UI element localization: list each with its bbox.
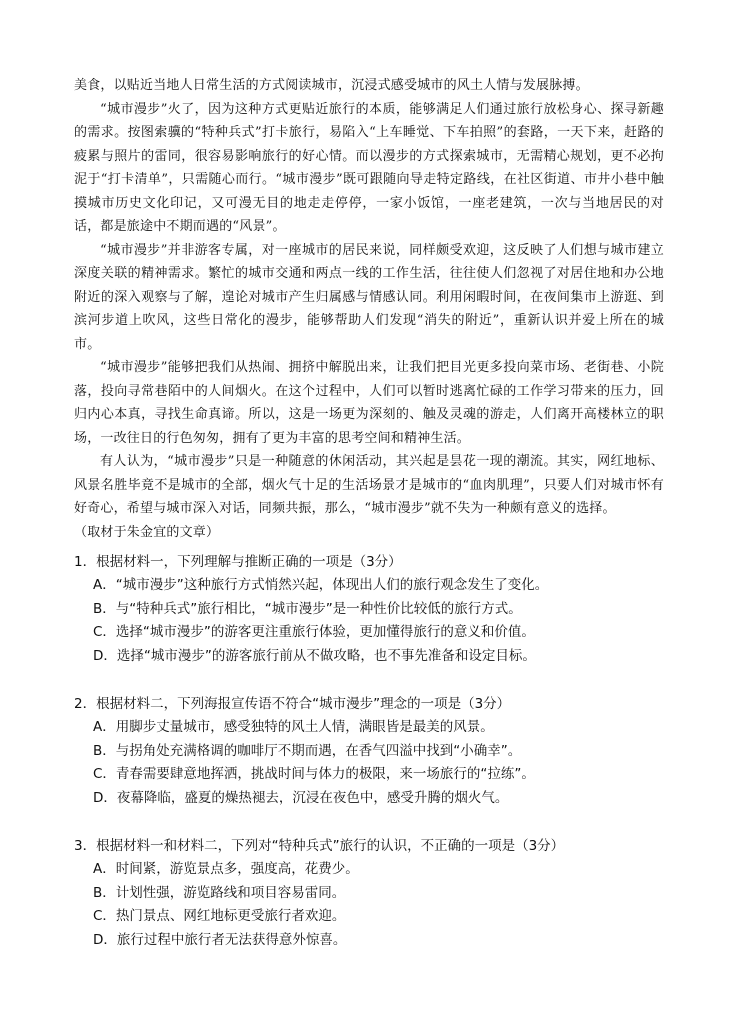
question-2 bbox=[74, 693, 674, 810]
option-a: A．“城市漫步”这种旅行方式悄然兴起，体现出人们的旅行观念发生了变化。 bbox=[93, 577, 549, 594]
option-b: B．与“特种兵式”旅行相比，“城市漫步”是一种性价比较低的旅行方式。 bbox=[93, 600, 522, 617]
passage-paragraph-5: 有人认为，“城市漫步”只是一种随意的休闲活动，其兴起是昙花一现的潮流。其实，网红地标、风景名胜毕竟不是城市的全部，烟火气十足的生活场景才是城市的“血肉肌理”，只要人们对城市怀有好奇心，希望与城市深入对话，同频共振，那么，“城市漫步”就不失为一种颇有意义的选择。 bbox=[74, 454, 664, 516]
option-d: D．旅行过程中旅行者无法获得意外惊喜。 bbox=[93, 931, 347, 948]
option-b: B．计划性强，游览路线和项目容易雷同。 bbox=[93, 884, 346, 901]
option-c: C．青春需要肆意地挥洒，挑战时间与体力的极限，来一场旅行的“拉练”。 bbox=[93, 766, 535, 783]
option-a: A．用脚步丈量城市，感受独特的风土人情，满眼皆是最美的风景。 bbox=[93, 719, 494, 736]
passage-paragraph-1: 美食，以贴近当地人日常生活的方式阅读城市，沉浸式感受城市的风土人情与发展脉搏。 bbox=[74, 78, 589, 93]
option-a: A．时间紧，游览景点多，强度高，花费少。 bbox=[93, 861, 359, 878]
question-list bbox=[74, 551, 674, 977]
passage-paragraph-2: “城市漫步”火了，因为这种方式更贴近旅行的本质，能够满足人们通过旅行放松身心、探寻新趣的需求。按图索骥的“特种兵式”打卡旅行，易陷入“上车睡觉、下车拍照”的套路，一天下来，赶路的疲累与照片的雷同，很容易影响旅行的好心情。而以漫步的方式探索城市，无需精心规划，更不必拘泥于“打卡清单”，只需随心而行。“城市漫步”既可跟随向导走特定路线，在社区街道、市井小巷中触摸城市历史文化印记，又可漫无目的地走走停停，一家小饭馆，一座老建筑，一次与当地居民的对话，都是旅途中不期而遇的“风景”。 bbox=[74, 101, 664, 234]
question-stem: 3．根据材料一和材料二，下列对“特种兵式”旅行的认识，不正确的一项是（3分） bbox=[74, 838, 565, 855]
reading-passage bbox=[74, 74, 664, 544]
question-1 bbox=[74, 551, 674, 668]
option-d: D．夜幕降临，盛夏的燥热褪去，沉浸在夜色中，感受升腾的烟火气。 bbox=[93, 789, 509, 806]
option-d: D．选择“城市漫步”的游客旅行前从不做攻略，也不事先准备和设定目标。 bbox=[93, 647, 536, 664]
option-c: C．热门景点、网红地标更受旅行者欢迎。 bbox=[93, 908, 346, 925]
question-stem: 1．根据材料一，下列理解与推断正确的一项是（3分） bbox=[74, 554, 402, 570]
option-c: C．选择“城市漫步”的游客更注重旅行体验，更加懂得旅行的意义和价值。 bbox=[93, 624, 535, 641]
passage-paragraph-3: “城市漫步”并非游客专属，对一座城市的居民来说，同样颇受欢迎，这反映了人们想与城市建立深度关联的精神需求。繁忙的城市交通和两点一线的工作生活，往往使人们忽视了对居住地和办公地附近的深入观察与了解，遑论对城市产生归属感与情感认同。利用闲暇时间，在夜间集市上游逛、到滨河步道上吹风，这些日常化的漫步，能够帮助人们发现“消失的附近”，重新认识并爱上所在的城市。 bbox=[74, 242, 664, 352]
option-b: B．与拐角处充满格调的咖啡厅不期而遇，在香气四溢中找到“小确幸”。 bbox=[93, 742, 522, 759]
question-3 bbox=[74, 835, 674, 952]
passage-paragraph-4: “城市漫步”能够把我们从热闹、拥挤中解脱出来，让我们把目光更多投向菜市场、老街巷、小院落，投向寻常巷陌中的人间烟火。在这个过程中，人们可以暂时逃离忙碌的工作学习带来的压力，回归内心本真，寻找生命真谛。所以，这是一场更为深刻的、触及灵魂的游走，人们离开高楼林立的职场，一改往日的行色匆匆，拥有了更为丰富的思考空间和精神生活。 bbox=[74, 360, 664, 446]
question-stem: 2．根据材料二，下列海报宣传语不符合“城市漫步”理念的一项是（3分） bbox=[74, 696, 511, 713]
passage-source: （取材于朱金宜的文章） bbox=[74, 524, 220, 540]
